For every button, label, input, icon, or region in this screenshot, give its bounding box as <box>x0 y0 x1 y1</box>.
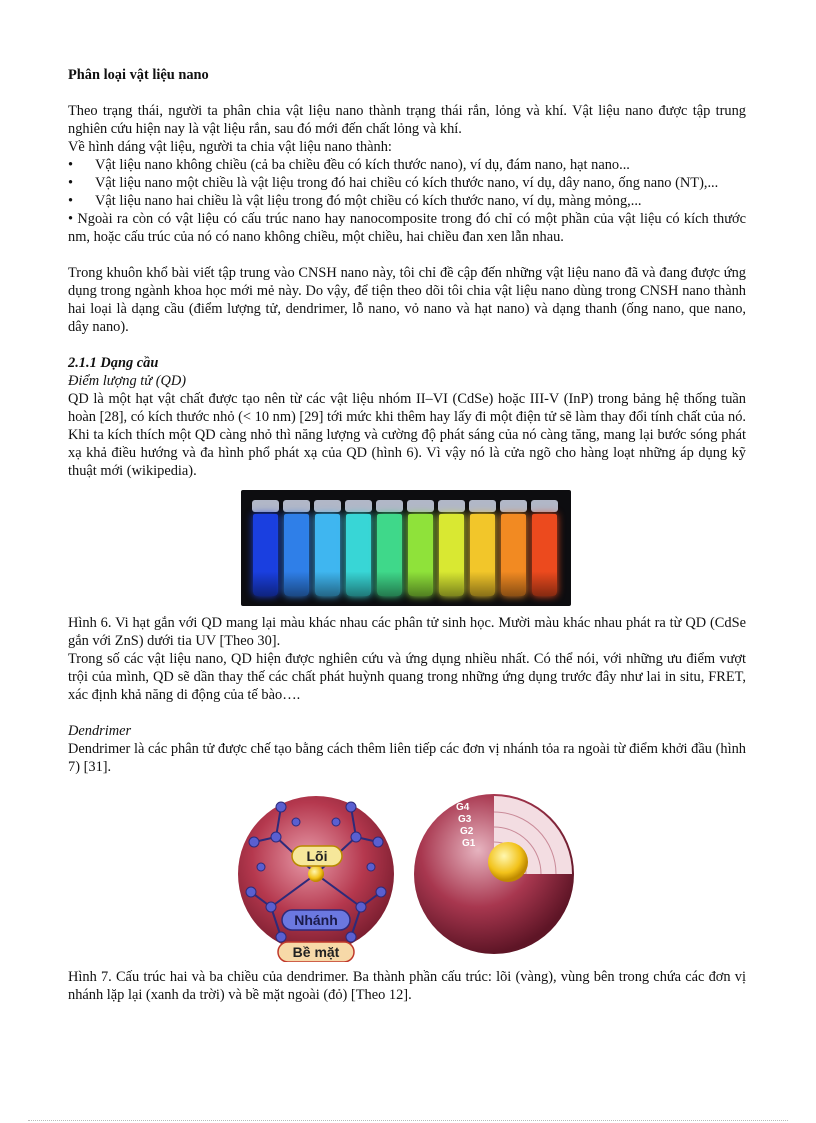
gen-g2: G2 <box>460 826 474 837</box>
bullet-mark: • <box>68 157 74 173</box>
vial-cap <box>438 500 465 512</box>
page-heading: Phân loại vật liệu nano <box>68 67 209 83</box>
vial-liquid <box>532 514 557 596</box>
shape-intro: Về hình dáng vật liệu, người ta chia vật liệu nano thành: <box>68 139 392 155</box>
vial-liquid <box>253 514 278 596</box>
dendrimer-body: Dendrimer là các phân tử được chế tạo bằng cách thêm liên tiếp các đơn vị nhánh tỏa ra ngoài từ điểm khởi đầu (hình 7) [31]. <box>68 741 746 775</box>
section-title: 2.1.1 Dạng cầu <box>68 355 159 371</box>
qd-subtitle: Điểm lượng tử (QD) <box>68 373 187 389</box>
gen-g4: G4 <box>456 802 470 813</box>
vial-liquid <box>439 514 464 596</box>
gen-g3: G3 <box>458 814 472 825</box>
bullet-mark: • <box>68 193 74 209</box>
vial-liquid <box>315 514 340 596</box>
qd-vial <box>439 500 464 596</box>
label-core: Lõi <box>306 848 328 864</box>
vial-cap <box>500 500 527 512</box>
qd-vial <box>501 500 526 596</box>
label-surface: Bề mặt <box>292 944 340 960</box>
scope-paragraph: Trong khuôn khổ bài viết tập trung vào CNSH nano này, tôi chỉ đề cập đến những vật liệu nano đã và đang được ứng dụng trong ngành khoa học mới mẻ này. Do vậy, để tiện theo dõi tôi chia vật liệu nano dùng trong CNSH nano thành hai loại là dạng cầu (điểm lượng tử, dendrimer, lỗ nano, vỏ nano và hạt nano) và dạng thanh (ống nano, que nano, dây nano). <box>68 265 746 335</box>
vial-liquid <box>284 514 309 596</box>
vial-liquid <box>377 514 402 596</box>
gen-g1: G1 <box>462 838 476 849</box>
extra-paragraph: • Ngoài ra còn có vật liệu có cấu trúc nano hay nanocomposite trong đó chỉ có một phần của vật liệu có kích thước nm, hoặc cấu trúc của nó có nano không chiều, một chiều, hai chiều đan xen lẫn nhau. <box>68 211 746 245</box>
qd-vial <box>532 500 557 596</box>
qd-vial <box>346 500 371 596</box>
dendrimer-figure <box>236 782 578 962</box>
bullet-item <box>68 192 746 210</box>
vial-cap <box>407 500 434 512</box>
vial-cap <box>376 500 403 512</box>
vial-liquid <box>501 514 526 596</box>
intro-paragraph: Theo trạng thái, người ta phân chia vật liệu nano thành trạng thái rắn, lỏng và khí. Vật liệu nano được tập trung nghiên cứu hiện nay là vật liệu rắn, sau đó mới đến chất lỏng và khí. <box>68 103 746 137</box>
qd-vial <box>284 500 309 596</box>
dendrimer-3d <box>414 794 574 954</box>
qd-vials-figure <box>241 490 571 606</box>
vial-cap <box>345 500 372 512</box>
bullet-item <box>68 156 746 174</box>
vial-liquid <box>470 514 495 596</box>
vial-cap <box>283 500 310 512</box>
dendrimer-subtitle: Dendrimer <box>68 723 132 739</box>
vial-cap <box>252 500 279 512</box>
qd-vial <box>377 500 402 596</box>
vial-cap <box>314 500 341 512</box>
bullet-text: Vật liệu nano không chiều (cả ba chiều đều có kích thước nano), ví dụ, đám nano, hạt nano... <box>95 157 630 173</box>
bullet-mark: • <box>68 175 74 191</box>
document-page <box>68 66 746 1004</box>
qd-after-paragraph: Trong số các vật liệu nano, QD hiện được nghiên cứu và ứng dụng nhiều nhất. Có thể nói, với những ưu điểm vượt trội của mình, QD sẽ dần thay thế các chất phát huỳnh quang trong những ứng dụng trước đây như lai in situ, FRET, xác định khả năng di động của tế bào…. <box>68 651 746 703</box>
qd-vial <box>470 500 495 596</box>
vial-cap <box>531 500 558 512</box>
qd-body: QD là một hạt vật chất được tạo nên từ các vật liệu nhóm II–VI (CdSe) hoặc III-V (InP) trong bảng hệ thống tuần hoàn [28], có kích thước nhỏ (< 10 nm) [29] tới mức khi thêm hay lấy đi một điện tử sẽ làm thay đổi tính chất của nó. Khi ta kích thích một QD càng nhỏ thì năng lượng và cường độ phát sáng của nó càng tăng, mang lại bước sóng phát xạ khả điều hướng và đa hình phổ phát xạ của QD (hình 6). Vì vậy nó là cửa ngõ cho hàng loạt những áp dụng kỹ thuật mới (wikipedia). <box>68 391 746 479</box>
dendrimer-2d <box>238 796 394 962</box>
qd-vial <box>408 500 433 596</box>
bullet-item <box>68 174 746 192</box>
page-bottom-divider <box>28 1120 788 1121</box>
figure6-caption: Hình 6. Vi hạt gắn với QD mang lại màu khác nhau các phân tử sinh học. Mười màu khác nhau phát ra từ QD (CdSe gắn với ZnS) dưới tia UV [Theo 30]. <box>68 615 746 649</box>
label-branch: Nhánh <box>294 912 338 928</box>
qd-vial <box>253 500 278 596</box>
vial-liquid <box>408 514 433 596</box>
bullet-text: Vật liệu nano một chiều là vật liệu trong đó hai chiều có kích thước nano, ví dụ, dây nano, ống nano (NT),... <box>95 175 719 191</box>
dendrimer-illustration <box>236 782 578 962</box>
bullet-text: Vật liệu nano hai chiều là vật liệu trong đó một chiều có kích thước nano, ví dụ, màng mỏng,... <box>95 193 642 209</box>
figure7-caption: Hình 7. Cấu trúc hai và ba chiều của dendrimer. Ba thành phần cấu trúc: lõi (vàng), vùng bên trong chứa các đơn vị nhánh lặp lại (xanh da trời) và bề mặt ngoài (đỏ) [Theo 12]. <box>68 969 746 1003</box>
qd-vial <box>315 500 340 596</box>
vial-liquid <box>346 514 371 596</box>
vial-cap <box>469 500 496 512</box>
